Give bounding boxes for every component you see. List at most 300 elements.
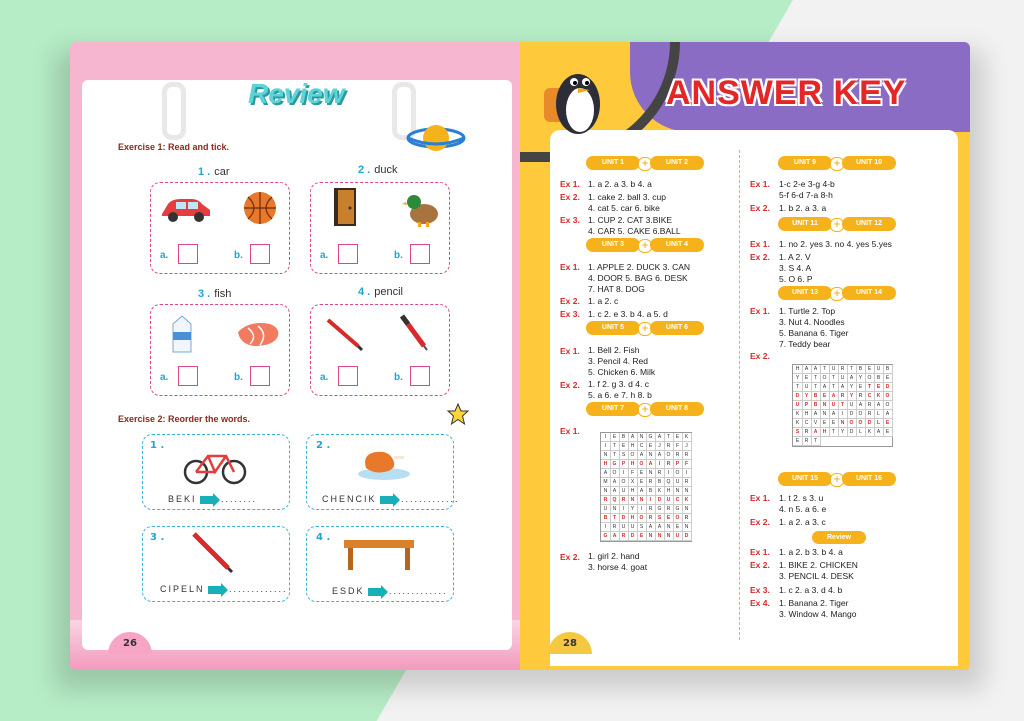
ex-label: Ex 1. (560, 262, 580, 272)
grid-cell: H (628, 460, 638, 469)
grid-cell: A (637, 451, 647, 460)
grid-cell: B (646, 487, 656, 496)
grid-cell: H (628, 487, 638, 496)
grid-cell: A (610, 532, 620, 541)
plus-icon: + (830, 287, 844, 301)
pencil-icon (188, 530, 236, 574)
grid-cell: B (883, 365, 893, 374)
ex-label: Ex 2. (750, 203, 770, 213)
ex-label: Ex 2. (560, 380, 580, 390)
grid-cell: I (601, 442, 611, 451)
grid-cell: A (874, 428, 884, 437)
grid-cell: R (601, 496, 611, 505)
grid-cell: A (856, 401, 866, 410)
grid-cell: O (856, 419, 866, 428)
grid-cell: D (847, 410, 857, 419)
grid-cell: P (802, 401, 812, 410)
ex-label: Ex 2. (750, 560, 770, 570)
grid-cell: D (793, 392, 803, 401)
grid-cell: A (811, 428, 821, 437)
plus-icon: + (638, 239, 652, 253)
grid-cell: O (856, 410, 866, 419)
grid-cell: Y (856, 374, 866, 383)
grid-cell: R (655, 469, 665, 478)
grid-cell: N (655, 532, 665, 541)
answer-line: 3. S 4. A (779, 263, 812, 273)
grid-cell: A (637, 487, 647, 496)
grid-cell: R (664, 505, 674, 514)
grid-cell: F (628, 469, 638, 478)
grid-cell: T (811, 437, 821, 446)
grid-cell: D (628, 532, 638, 541)
answer-line: 7. Teddy bear (779, 339, 831, 349)
grid-cell: R (802, 437, 812, 446)
ex2-item-2-word: CHENCIK .............. (322, 494, 460, 504)
grid-cell: T (811, 374, 821, 383)
grid-cell: H (820, 428, 830, 437)
grid-cell: I (619, 469, 629, 478)
door-icon (332, 186, 358, 228)
grid-cell: S (619, 451, 629, 460)
grid-cell: N (682, 487, 692, 496)
grid-cell: D (883, 383, 893, 392)
tick-box[interactable] (410, 244, 430, 264)
grid-cell: S (655, 514, 665, 523)
grid-cell: I (655, 460, 665, 469)
tick-box[interactable] (250, 244, 270, 264)
grid-cell: U (874, 365, 884, 374)
planet-icon (406, 118, 466, 158)
grid-cell: Y (793, 374, 803, 383)
grid-cell: H (793, 365, 803, 374)
grid-cell: R (664, 442, 674, 451)
answer-line: 3. Nut 4. Noodles (779, 317, 845, 327)
grid-cell: K (655, 487, 665, 496)
answer-line: 3. PENCIL 4. DESK (779, 571, 854, 581)
grid-cell: L (856, 428, 866, 437)
grid-cell: I (664, 469, 674, 478)
plus-icon: + (638, 322, 652, 336)
grid-cell: H (601, 460, 611, 469)
grid-cell: T (664, 433, 674, 442)
ex-label: Ex 2. (560, 192, 580, 202)
answer-line: 1. a 2. b 3. b 4. a (779, 547, 843, 557)
answer-line: 3. Window 4. Mango (779, 609, 857, 619)
tick-box[interactable] (338, 244, 358, 264)
grid-cell: D (682, 532, 692, 541)
grid-cell: T (829, 428, 839, 437)
grid-cell: U (838, 374, 848, 383)
grid-cell: T (829, 383, 839, 392)
grid-cell: A (811, 365, 821, 374)
plus-icon: + (830, 218, 844, 232)
grid-cell: A (838, 383, 848, 392)
answer-key-title: ANSWER KEY (666, 74, 907, 112)
grid-cell: D (655, 496, 665, 505)
grid-cell: B (601, 514, 611, 523)
ex2-item-1-word: BEKI ......... (168, 494, 258, 504)
page-number: 28 (548, 632, 592, 654)
tick-box[interactable] (178, 366, 198, 386)
grid-cell: H (628, 514, 638, 523)
grid-cell: E (820, 392, 830, 401)
grid-cell: N (628, 496, 638, 505)
ex-label: Ex 1. (560, 179, 580, 189)
grid-cell: R (682, 514, 692, 523)
answer-line: 5. a 6. e 7. h 8. b (588, 390, 652, 400)
grid-cell: O (673, 514, 683, 523)
grid-cell: N (637, 433, 647, 442)
grid-cell: Q (610, 496, 620, 505)
answer-line: 1. a 2. c (588, 296, 619, 306)
ex1-item-1-label: 1 . car (198, 166, 230, 178)
grid-cell: G (655, 505, 665, 514)
grid-cell: R (619, 496, 629, 505)
grid-cell: U (601, 505, 611, 514)
plus-icon: + (638, 403, 652, 417)
grid-cell: K (874, 392, 884, 401)
answer-line: 4. DOOR 5. BAG 6. DESK (588, 273, 688, 283)
grid-cell: B (874, 374, 884, 383)
grid-cell: O (847, 419, 857, 428)
grid-cell: J (682, 442, 692, 451)
unit-7-8-header: UNIT 7 + UNIT 8 (586, 402, 706, 416)
grid-cell: Y (838, 428, 848, 437)
option-b-label: b. (394, 250, 403, 261)
plus-icon: + (830, 473, 844, 487)
grid-cell: K (793, 410, 803, 419)
answer-line: 3. horse 4. goat (588, 562, 648, 572)
grid-cell: S (793, 428, 803, 437)
ex-label: Ex 2. (750, 351, 770, 361)
grid-cell: N (664, 523, 674, 532)
unit-3-4-header: UNIT 3 + UNIT 4 (586, 238, 706, 252)
tick-box[interactable] (338, 366, 358, 386)
grid-cell: M (601, 478, 611, 487)
option-a-label: a. (160, 372, 169, 383)
grid-cell: E (793, 437, 803, 446)
grid-cell: D (865, 419, 875, 428)
bicycle-icon (182, 446, 248, 486)
grid-cell: E (610, 433, 620, 442)
grid-cell: N (820, 410, 830, 419)
grid-cell: R (838, 365, 848, 374)
grid-cell: O (637, 514, 647, 523)
tick-box[interactable] (178, 244, 198, 264)
grid-cell: K (793, 419, 803, 428)
grid-cell: X (628, 478, 638, 487)
grid-cell: U (664, 496, 674, 505)
grid-cell: E (664, 514, 674, 523)
grid-cell: E (856, 383, 866, 392)
grid-cell: T (811, 383, 821, 392)
grid-cell: N (601, 451, 611, 460)
fish-fillet-icon (234, 318, 282, 350)
grid-cell: R (619, 532, 629, 541)
ex2-item-3-word: CIPELN .............. (160, 584, 288, 594)
grid-cell: A (628, 433, 638, 442)
answer-line: 1. APPLE 2. DUCK 3. CAN (588, 262, 691, 272)
grid-cell: T (610, 514, 620, 523)
grid-cell: T (820, 365, 830, 374)
pen-icon (396, 312, 432, 352)
grid-cell: K (682, 433, 692, 442)
grid-cell: A (655, 523, 665, 532)
grid-cell: K (865, 428, 875, 437)
ex-label: Ex 2. (560, 296, 580, 306)
grid-cell: O (865, 374, 875, 383)
left-page (70, 42, 520, 670)
grid-cell: A (829, 392, 839, 401)
grid-cell: T (847, 365, 857, 374)
grid-cell: G (610, 460, 620, 469)
grid-cell: A (820, 383, 830, 392)
ex1-item-3-label: 3 . fish (198, 288, 232, 300)
grid-cell: N (646, 469, 656, 478)
ex-label: Ex 1. (750, 493, 770, 503)
answer-line: 1. girl 2. hand (588, 551, 640, 561)
grid-cell: P (673, 460, 683, 469)
red-pencil-icon (324, 316, 364, 352)
grid-cell: G (646, 433, 656, 442)
ex-label: Ex 1. (560, 426, 580, 436)
grid-cell: E (673, 523, 683, 532)
ex-label: Ex 2. (750, 252, 770, 262)
grid-cell: R (673, 451, 683, 460)
grid-cell: C (673, 496, 683, 505)
car-icon (158, 194, 214, 224)
grid-cell: K (682, 496, 692, 505)
option-b-label: b. (394, 372, 403, 383)
grid-cell: Q (664, 478, 674, 487)
grid-cell: E (637, 478, 647, 487)
arrow-right-icon (208, 586, 222, 594)
ex-label: Ex 3. (560, 309, 580, 319)
grid-cell: L (874, 410, 884, 419)
word-search-grid-1 (600, 432, 692, 542)
grid-cell: G (601, 532, 611, 541)
grid-cell: R (865, 401, 875, 410)
tick-box[interactable] (410, 366, 430, 386)
grid-cell: N (838, 419, 848, 428)
answer-line: 1. Bell 2. Fish (588, 345, 640, 355)
unit-9-10-header: UNIT 9 + UNIT 10 (778, 156, 898, 170)
grid-cell: U (829, 401, 839, 410)
grid-cell: N (601, 487, 611, 496)
grid-cell: A (610, 487, 620, 496)
grid-cell: R (610, 523, 620, 532)
grid-cell: O (619, 478, 629, 487)
option-a-label: a. (160, 250, 169, 261)
ex-label: Ex 2. (560, 552, 580, 562)
grid-cell: E (883, 419, 893, 428)
grid-cell: B (811, 401, 821, 410)
grid-cell: D (619, 514, 629, 523)
binder-ring-icon (162, 82, 186, 140)
grid-cell: F (673, 442, 683, 451)
grid-cell: T (838, 401, 848, 410)
grid-cell: E (829, 419, 839, 428)
unit-15-16-header: UNIT 15 + UNIT 16 (778, 472, 898, 486)
chicken-leg-icon (356, 444, 412, 482)
grid-cell: A (847, 374, 857, 383)
option-a-label: a. (320, 250, 329, 261)
grid-cell: O (673, 469, 683, 478)
duck-icon (402, 190, 442, 228)
review-title: Review (248, 78, 345, 109)
milk-carton-icon (170, 314, 194, 354)
grid-cell: C (802, 419, 812, 428)
ex1-item-4-label: 4 . pencil (358, 286, 403, 298)
grid-cell: R (838, 392, 848, 401)
grid-cell: E (874, 383, 884, 392)
grid-cell: B (619, 433, 629, 442)
grid-cell: E (619, 442, 629, 451)
answer-line: 1. t 2. s 3. u (779, 493, 824, 503)
grid-cell: A (646, 523, 656, 532)
grid-cell: R (664, 460, 674, 469)
grid-cell: G (673, 505, 683, 514)
grid-cell: E (883, 374, 893, 383)
grid-cell: B (811, 392, 821, 401)
grid-cell: A (610, 478, 620, 487)
ex-label: Ex 1. (750, 179, 770, 189)
grid-cell: I (646, 496, 656, 505)
grid-cell: I (838, 410, 848, 419)
unit-5-6-header: UNIT 5 + UNIT 6 (586, 321, 706, 335)
grid-cell: O (610, 469, 620, 478)
grid-cell: Y (802, 392, 812, 401)
grid-cell: N (646, 451, 656, 460)
ex2-item-3-number: 3 . (150, 532, 165, 543)
grid-cell: N (682, 523, 692, 532)
unit-1-2-header: UNIT 1 + UNIT 2 (586, 156, 706, 170)
grid-cell: E (637, 532, 647, 541)
grid-cell: I (637, 505, 647, 514)
grid-cell: T (829, 374, 839, 383)
grid-cell: N (673, 487, 683, 496)
exercise-1-title: Exercise 1: Read and tick. (118, 142, 230, 152)
grid-cell: R (646, 478, 656, 487)
grid-cell: Y (628, 505, 638, 514)
grid-cell: F (682, 460, 692, 469)
basketball-icon (242, 190, 278, 226)
grid-cell: I (619, 505, 629, 514)
grid-cell: A (829, 410, 839, 419)
penguin-icon (540, 52, 610, 142)
answer-line: 5. O 6. P (779, 274, 813, 284)
unit-13-14-header: UNIT 13 + UNIT 14 (778, 286, 898, 300)
grid-cell: B (856, 365, 866, 374)
grid-cell: A (802, 365, 812, 374)
tick-box[interactable] (250, 366, 270, 386)
grid-cell: Y (847, 383, 857, 392)
grid-cell: S (637, 523, 647, 532)
option-b-label: b. (234, 372, 243, 383)
grid-cell: N (646, 532, 656, 541)
grid-cell: H (802, 410, 812, 419)
answer-line: 1. A 2. V (779, 252, 811, 262)
arrow-right-icon (368, 588, 382, 596)
answer-line: 5. Banana 6. Tiger (779, 328, 849, 338)
grid-cell: H (628, 442, 638, 451)
grid-cell: J (655, 442, 665, 451)
page-number: 26 (108, 632, 152, 654)
grid-cell: N (610, 505, 620, 514)
grid-cell: P (619, 460, 629, 469)
grid-cell: U (628, 523, 638, 532)
grid-cell: U (802, 383, 812, 392)
grid-cell: O (637, 460, 647, 469)
star-icon (446, 402, 470, 426)
answer-line: 1. a 2. a 3. b 4. a (588, 179, 652, 189)
grid-cell: O (883, 401, 893, 410)
grid-cell: O (820, 374, 830, 383)
option-a-label: a. (320, 372, 329, 383)
ex-label: Ex 4. (750, 598, 770, 608)
grid-cell: H (664, 487, 674, 496)
grid-cell: A (646, 460, 656, 469)
answer-line: 1-c 2-e 3-g 4-b (779, 179, 835, 189)
grid-cell: N (637, 496, 647, 505)
ex-label: Ex 1. (750, 239, 770, 249)
grid-cell: I (601, 523, 611, 532)
grid-cell: U (673, 478, 683, 487)
grid-cell: N (820, 401, 830, 410)
grid-cell: U (829, 365, 839, 374)
grid-cell: U (619, 523, 629, 532)
grid-cell: U (793, 401, 803, 410)
grid-cell: R (646, 505, 656, 514)
grid-cell: A (883, 410, 893, 419)
answer-line: 1. BIKE 2. CHICKEN (779, 560, 858, 570)
answer-line: 4. CAR 5. CAKE 6.BALL (588, 226, 681, 236)
desk-icon (342, 536, 416, 572)
answer-line: 3. Pencil 4. Red (588, 356, 649, 366)
grid-cell: B (655, 478, 665, 487)
grid-cell: R (856, 392, 866, 401)
plus-icon: + (638, 157, 652, 171)
grid-cell: E (646, 442, 656, 451)
grid-cell: E (673, 433, 683, 442)
grid-cell: E (865, 365, 875, 374)
grid-cell: R (682, 478, 692, 487)
answer-line: 1. cake 2. ball 3. cup (588, 192, 666, 202)
answer-line: 1. f 2. g 3. d 4. c (588, 379, 649, 389)
ex-label: Ex 1. (560, 346, 580, 356)
grid-cell: A (601, 469, 611, 478)
grid-cell: A (655, 433, 665, 442)
ex-label: Ex 1. (750, 306, 770, 316)
grid-cell: T (865, 383, 875, 392)
ex2-item-2-number: 2 . (316, 440, 331, 451)
ex-label: Ex 2. (750, 517, 770, 527)
grid-cell: C (865, 392, 875, 401)
grid-cell: T (793, 383, 803, 392)
grid-cell: V (811, 419, 821, 428)
column-divider (739, 150, 740, 640)
grid-cell: R (682, 451, 692, 460)
unit-11-12-header: UNIT 11 + UNIT 12 (778, 217, 898, 231)
ex2-item-1-number: 1 . (150, 440, 165, 451)
answer-line: 4. n 5. a 6. e (779, 504, 827, 514)
grid-cell: U (619, 487, 629, 496)
grid-cell: I (601, 433, 611, 442)
grid-cell: R (802, 428, 812, 437)
exercise-2-title: Exercise 2: Reorder the words. (118, 414, 251, 424)
ex2-item-4-number: 4 . (316, 532, 331, 543)
ex-label: Ex 3. (560, 215, 580, 225)
